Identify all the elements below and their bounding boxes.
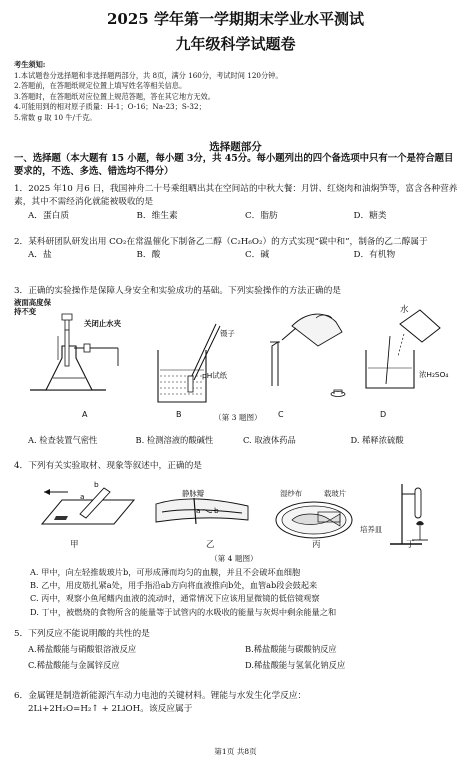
- figure-4-jia-blood-smear: [34, 480, 144, 540]
- figure-letter-b: B: [176, 410, 182, 419]
- option-c: C. 丙中，观察小鱼尾鳍内血液的流动时，通常情况下应该用显微镜的低倍镜观察: [30, 593, 320, 604]
- figure-name-bing: 丙: [312, 540, 321, 550]
- option-d: D．有机物: [353, 250, 396, 261]
- question-stem: 3．正确的实验操作是保障人身安全和实验成功的基础。下列实验操作的方法正确的是: [14, 286, 341, 296]
- notes-item: 5.常数 g 取 10 牛/千克。: [14, 112, 97, 122]
- figure-3a-airtightness: [18, 300, 136, 412]
- candidate-notes: [14, 60, 459, 124]
- figure-name-ding: 丁: [406, 540, 415, 550]
- notes-heading: 考生须知:: [14, 60, 46, 69]
- question-stem: 5．下列反应不能说明酸的共性的是: [14, 629, 150, 639]
- option-b: B. 检测溶液的酸碱性: [135, 435, 214, 445]
- notes-item: 3.答题时，在答题纸对应位置上规范答题，答在其它地方无效。: [14, 91, 215, 101]
- figure-3d-dilute-acid: [356, 300, 460, 412]
- figure-letter-d: D: [380, 410, 387, 419]
- label-b-tweezers: 镊子: [220, 329, 235, 338]
- option-c: C. 取液体药品: [243, 435, 296, 445]
- figure-4-caption: （第 4 题图）: [210, 554, 258, 563]
- option-a: A．盐: [28, 250, 52, 261]
- label-bing-gauze: 湿纱布: [280, 489, 303, 498]
- option-b: B．维生素: [136, 210, 178, 221]
- exam-title: 2025 学年第一学期期末学业水平测试: [107, 10, 364, 28]
- label-b-paper: pH试纸: [202, 371, 228, 380]
- option-c: C.稀盐酸能与金属锌反应: [28, 660, 120, 671]
- label-yi-b: b: [214, 506, 219, 515]
- question-equation: 2Li+2H₂O=H₂↑ + 2LiOH。该反应属于: [28, 704, 193, 715]
- figure-4-ding-food-burning: [382, 480, 452, 550]
- notes-item: 1.本试题卷分选择题和非选择题两部分，共 8页，满分 160分，考试时间 120分钟。: [14, 70, 283, 80]
- label-bing-dish: 培养皿: [360, 525, 383, 534]
- part-title: 一、选择题（本大题有 15 小题，每小题 3分，共 45分。每小题列出的四个备选项中只有一个是符合题目要求的，不选、多选、错选均不得分）: [14, 153, 454, 177]
- figure-letter-a: A: [82, 410, 88, 419]
- option-a: A. 检查装置气密性: [28, 435, 98, 445]
- figure-3c-take-liquid: [262, 302, 352, 410]
- question-3: [14, 285, 462, 298]
- notes-item: 4.可能用到的相对原子质量：H-1；O-16；Na-23；S-32；: [14, 102, 206, 112]
- notes-item: 2.答题前，在答题纸规定位置上填写姓名等相关信息。: [14, 81, 187, 91]
- figure-letter-c: C: [278, 410, 284, 419]
- option-a: A.稀盐酸能与硝酸银溶液反应: [28, 644, 137, 655]
- exam-subtitle: 九年级科学试题卷: [175, 35, 296, 53]
- label-d-acid: 浓H₂SO₄: [419, 370, 449, 379]
- question-3-options: [28, 434, 458, 447]
- option-b: B.稀盐酸能与碳酸钠反应: [245, 644, 337, 655]
- option-d: D. 丁中，被燃烧的食物所含的能量等于试管内的水吸收的能量与灰烬中剩余能量之和: [30, 606, 337, 617]
- option-d: D.稀盐酸能与氢氧化钠反应: [245, 660, 346, 671]
- question-6: [14, 690, 462, 717]
- label-a-clip: 关闭止水夹: [84, 319, 121, 328]
- question-5: [14, 628, 462, 673]
- label-d-water: 水: [400, 305, 409, 315]
- label-jia-b: b: [94, 480, 99, 489]
- question-4-options: [30, 566, 462, 619]
- question-2: [14, 236, 462, 263]
- option-a: A．蛋白质: [28, 210, 70, 221]
- label-a-note: 液面高度保持不变: [14, 298, 51, 316]
- question-4: [14, 460, 462, 473]
- figure-3-caption: （第 3 题图）: [214, 413, 262, 422]
- question-stem: 2．某科研团队研发出用 CO₂在常温催化下制备乙二醇（C₂H₆O₂）的方式实现“碳中和”，制备的乙二醇属于: [14, 237, 428, 247]
- option-d: D．糖类: [353, 210, 387, 221]
- question-1: [14, 183, 462, 223]
- section-title: 选择题部分: [209, 141, 262, 153]
- option-b: B．酸: [136, 250, 161, 261]
- label-yi-a: a: [196, 506, 201, 515]
- option-a: A. 甲中，向左轻推载玻片b，可形成薄而均匀的血膜，并且不会破坏血细胞: [30, 567, 301, 577]
- label-yi-vein: 静脉瓣: [182, 489, 205, 498]
- question-stem: 4．下列有关实验取材、现象等叙述中，正确的是: [14, 461, 202, 471]
- label-jia-a: a: [80, 492, 85, 501]
- question-options: [14, 641, 462, 673]
- question-options: [14, 210, 462, 223]
- option-c: C．碱: [245, 250, 270, 261]
- option-d: D. 稀释浓硫酸: [350, 435, 404, 445]
- option-c: C．脂肪: [245, 210, 278, 221]
- figure-3b-ph-test: [146, 320, 256, 410]
- question-stem: 6．金属锂是制造新能源汽车动力电池的关键材料。锂能与水发生化学反应：: [14, 691, 307, 701]
- question-stem: 1．2025 年10 月6 日，我国神舟二十号乘组晒出其在空间站的中秋大餐：月饼、红烧肉和油焖笋等，富含各种营养素，其中不需经消化就能被吸收的是: [14, 184, 458, 208]
- option-b: B. 乙中，用皮筋扎紧a处，用手指沿ab方向将血液推向b处，血管ab段会鼓起来: [30, 580, 318, 591]
- label-bing-slide: 载玻片: [324, 489, 347, 498]
- question-options: [14, 249, 462, 262]
- page-footer: 第1页 共8页: [214, 747, 257, 756]
- figure-name-jia: 甲: [70, 540, 79, 550]
- figure-name-yi: 乙: [206, 540, 215, 550]
